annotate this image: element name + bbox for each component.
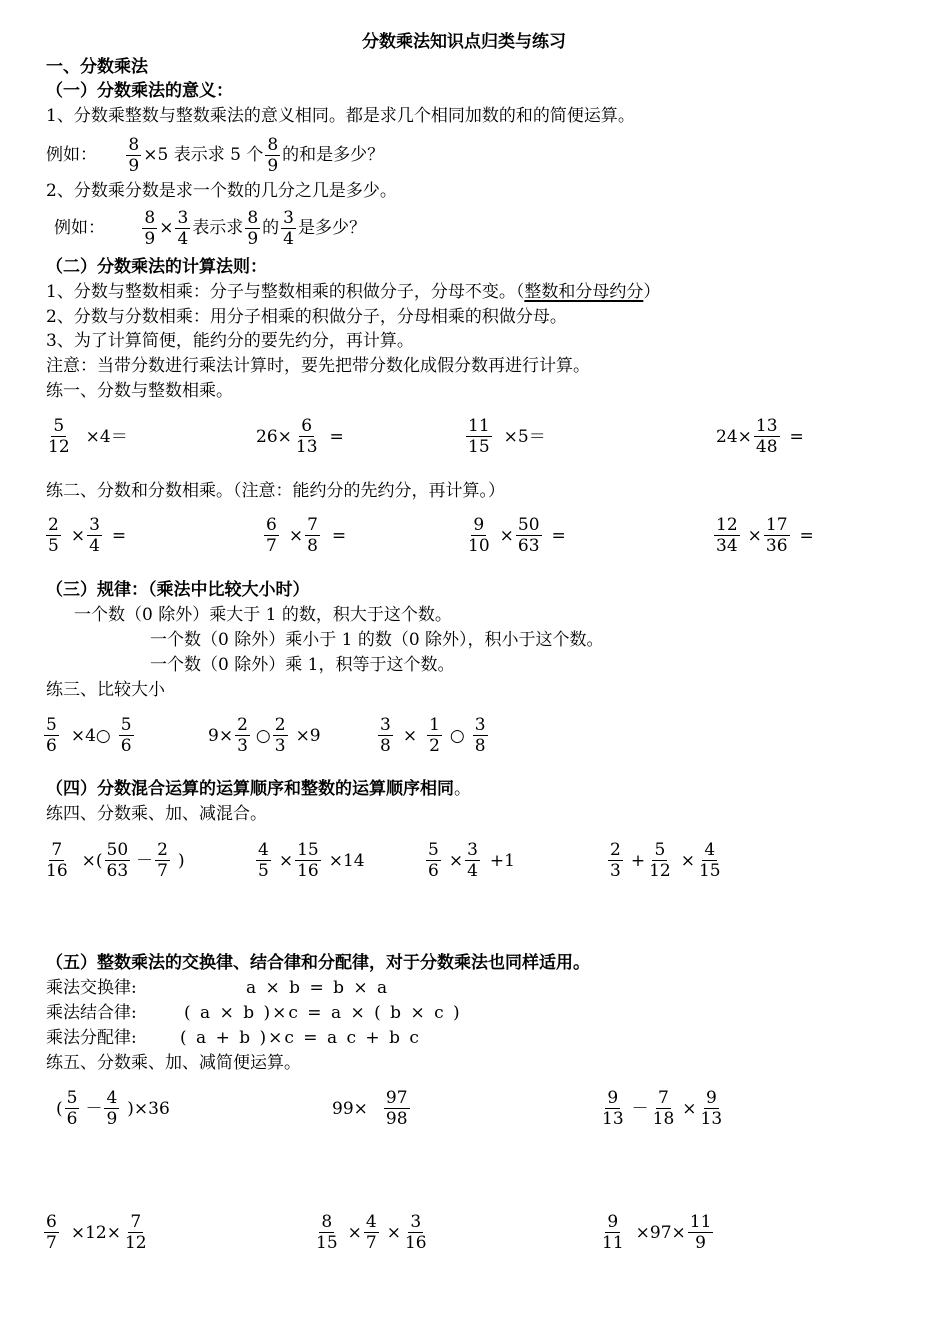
law-associative-label: 乘法结合律: [46,1003,137,1023]
p1-item-3: $\frac{11}{15}$ ×5＝ [468,416,546,457]
law-associative: ( a × b )×c = a × ( b × c ) [184,1003,462,1023]
p5-item-6: $\frac{9}{11}$ ×97× $\frac{11}{9}$ [602,1212,712,1253]
p2-item-3: $\frac{9}{10}$ × $\frac{50}{63}$ = [468,515,566,556]
law-distributive-label: 乘法分配律: [46,1028,137,1048]
meaning-line-2: 2、分数乘分数是求一个数的几分之几是多少。 [46,181,397,201]
subsection-heading-rules: （二）分数乘法的计算法则： [46,257,267,277]
p3-item-2: 9× $\frac{2}{3}$ ○ $\frac{2}{3}$ ×9 [208,715,321,756]
pattern-3: 一个数（0 除外）乘 1，积等于这个数。 [150,655,455,675]
p4-item-2: $\frac{4}{5}$ × $\frac{15}{16}$ ×14 [258,840,365,881]
practice-5-title: 练五、分数乘、加、减简便运算。 [46,1053,301,1073]
practice-3-title: 练三、比较大小 [46,680,165,700]
practice-2-title: 练二、分数和分数相乘。（注意：能约分的先约分，再计算。） [46,481,505,501]
p1-item-1: $\frac{5}{12}$ ×4＝ [48,416,128,457]
p1-item-2: 26× $\frac{6}{13}$ = [256,416,344,457]
subsection-heading-laws: （五）整数乘法的交换律、结合律和分配律，对于分数乘法也同样适用。 [46,953,590,973]
meaning-line-1: 1、分数乘整数与整数乘法的意义相同。都是求几个相同加数的和的简便运算。 [46,106,635,126]
practice-4-title: 练四、分数乘、加、减混合。 [46,804,267,824]
rule-1: 1、分数与整数相乘：分子与整数相乘的积做分子，分母不变。（整数和分母约分） [46,282,661,302]
p5-item-5: $\frac{8}{15}$ × $\frac{4}{7}$ × $\frac{3}{16}$ [316,1212,427,1253]
section-heading-1: 一、分数乘法 [46,57,148,77]
subsection-heading-mixed: （四）分数混合运算的运算顺序和整数的运算顺序相同。 [46,779,471,799]
p3-item-1: $\frac{5}{6}$ ×4○ $\frac{5}{6}$ [46,715,132,756]
p5-item-2: 99× $\frac{97}{98}$ [332,1088,408,1129]
p2-item-2: $\frac{6}{7}$ × $\frac{7}{8}$ = [266,515,347,556]
p5-item-3: $\frac{9}{13}$ － $\frac{7}{18}$ × $\frac{9}{13}$ [602,1088,723,1129]
law-commutative-label: 乘法交换律: [46,978,137,998]
law-commutative: a × b = b × a [246,978,390,998]
pattern-1: 一个数（0 除外）乘大于 1 的数，积大于这个数。 [74,605,452,625]
law-distributive: ( a + b )×c = a c + b c [180,1028,421,1048]
p4-item-1: $\frac{7}{16}$ ×( $\frac{50}{63}$ － $\frac{2}{7}$ ) [46,840,185,881]
pattern-2: 一个数（0 除外）乘小于 1 的数（0 除外），积小于这个数。 [150,630,604,650]
subsection-heading-meaning: （一）分数乘法的意义： [46,81,233,101]
p2-item-1: $\frac{2}{5}$ × $\frac{3}{4}$ = [48,515,127,556]
example-2: 例如： $\frac{8}{9}$ × $\frac{3}{4}$ 表示求 $\frac{8}{9}$ 的 $\frac{3}{4}$ 是多少？ [54,208,366,249]
p4-item-4: $\frac{2}{3}$ + $\frac{5}{12}$ × $\frac{4}{15}$ [610,840,721,881]
p5-item-4: $\frac{6}{7}$ ×12× $\frac{7}{12}$ [46,1212,147,1253]
practice-1-title: 练一、分数与整数相乘。 [46,381,233,401]
rule-1-underlined: 整数和分母约分 [524,282,644,302]
p1-item-4: 24× $\frac{13}{48}$ = [716,416,804,457]
p3-item-3: $\frac{3}{8}$ × $\frac{1}{2}$ ○ $\frac{3}{8}$ [380,715,486,756]
example-1: 例如： $\frac{8}{9}$ ×5 表示求 5 个 $\frac{8}{9}$ 的和是多少？ [46,135,385,176]
page-title: 分数乘法知识点归类与练习 [362,32,566,52]
p4-item-3: $\frac{5}{6}$ × $\frac{3}{4}$ +1 [428,840,515,881]
rule-3: 3、为了计算简便，能约分的要先约分，再计算。 [46,331,414,351]
note: 注意：当带分数进行乘法计算时，要先把带分数化成假分数再进行计算。 [46,356,590,376]
p2-item-4: $\frac{12}{34}$ × $\frac{17}{36}$ = [716,515,814,556]
p5-item-1: ( $\frac{5}{6}$ － $\frac{4}{9}$ )×36 [56,1088,170,1129]
subsection-heading-pattern: （三）规律：（乘法中比较大小时） [46,580,310,600]
rule-2: 2、分数与分数相乘：用分子相乘的积做分子，分母相乘的积做分母。 [46,307,567,327]
